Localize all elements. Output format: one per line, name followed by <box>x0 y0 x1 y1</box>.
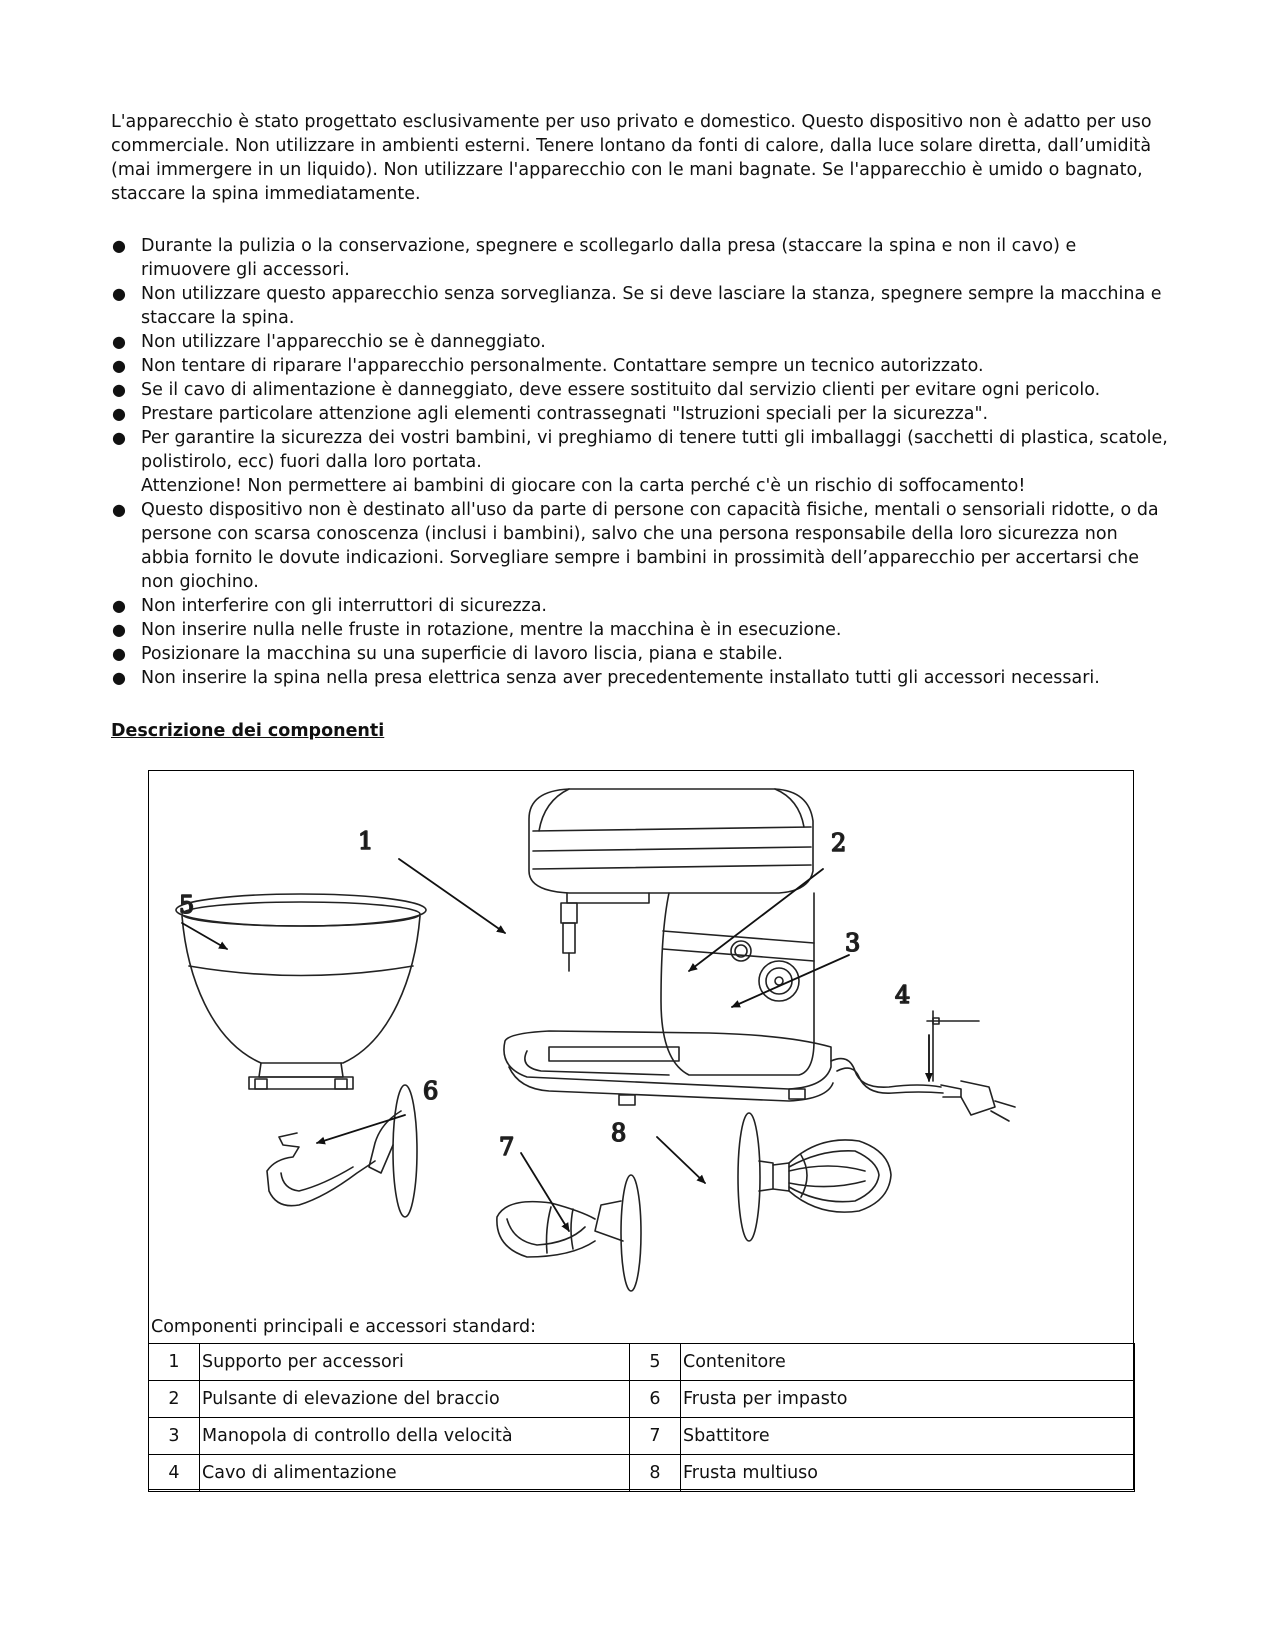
table-cell-number: 5 <box>630 1344 681 1381</box>
bullet-icon: ● <box>112 332 126 351</box>
table-cell-number: 6 <box>630 1381 681 1418</box>
table-cell-description: Sbattitore <box>681 1418 1135 1455</box>
mixer-body-drawing <box>504 789 833 1105</box>
callout-number: 2 <box>831 829 847 857</box>
power-cable-drawing <box>831 1011 1015 1121</box>
whisk-drawing <box>738 1113 891 1241</box>
table-cell-number: 1 <box>149 1344 200 1381</box>
table-row <box>149 1455 1135 1492</box>
components-figure <box>148 770 1134 1490</box>
table-cell-number: 8 <box>630 1455 681 1492</box>
flat-beater-drawing <box>497 1175 641 1291</box>
bullet-icon: ● <box>112 404 126 423</box>
table-cell-number: 2 <box>149 1381 200 1418</box>
table-cell-number: 4 <box>149 1455 200 1492</box>
list-item-text: Non utilizzare questo apparecchio senza sorveglianza. Se si deve lasciare la stanza, spegnere sempre la macchina e staccare la spina. <box>141 284 1162 328</box>
list-item <box>111 378 1171 402</box>
mixer-diagram <box>149 771 1133 1311</box>
bullet-icon: ● <box>112 644 126 663</box>
bullet-icon: ● <box>112 668 126 687</box>
list-item <box>111 330 1171 354</box>
list-item-text: Questo dispositivo non è destinato all'uso da parte di persone con capacità fisiche, mentali o sensoriali ridotte, o da persone con scarsa conoscenza (inclusi i bambini), salvo che una persona responsabile della loro sicurezza non abbia fornito le dovute indicazioni. Sorvegliare sempre i bambini in prossimità dell’apparecchio per accertarsi che non giochino. <box>141 500 1159 592</box>
callout-arrows <box>182 859 929 1231</box>
list-item-text: Non inserire la spina nella presa elettrica senza aver precedentemente installato tutti gli accessori necessari. <box>141 668 1100 688</box>
table-cell-description: Frusta per impasto <box>681 1381 1135 1418</box>
list-item-text: Per garantire la sicurezza dei vostri bambini, vi preghiamo di tenere tutti gli imballaggi (sacchetti di plastica, scatole, polistirolo, ecc) fuori dalla loro portata. <box>141 428 1168 472</box>
figure-caption: Componenti principali e accessori standard: <box>151 1317 537 1337</box>
list-item <box>111 354 1171 378</box>
list-item <box>111 594 1171 618</box>
callout-number: 8 <box>611 1119 627 1147</box>
components-table <box>148 1343 1135 1492</box>
list-item <box>111 618 1171 642</box>
callout-number: 4 <box>895 981 911 1009</box>
bullet-icon: ● <box>112 284 126 303</box>
list-item-text: Non inserire nulla nelle fruste in rotazione, mentre la macchina è in esecuzione. <box>141 620 842 640</box>
table-row <box>149 1418 1135 1455</box>
intro-paragraph: L'apparecchio è stato progettato esclusivamente per uso privato e domestico. Questo dispositivo non è adatto per uso commerciale. Non utilizzare in ambienti esterni. Tenere lontano da fonti di calore, dalla luce solare diretta, dall’umidità (mai immergere in un liquido). Non utilizzare l'apparecchio con le mani bagnate. Se l'apparecchio è umido o bagnato, staccare la spina immediatamente. <box>111 112 1152 204</box>
table-cell-number: 7 <box>630 1418 681 1455</box>
table-cell-description: Cavo di alimentazione <box>200 1455 630 1492</box>
list-item <box>111 234 1171 282</box>
list-item-text: Non interferire con gli interruttori di sicurezza. <box>141 596 547 616</box>
bullet-icon: ● <box>112 500 126 519</box>
callout-number: 5 <box>179 891 195 919</box>
table-cell-description: Frusta multiuso <box>681 1455 1135 1492</box>
table-cell-description: Contenitore <box>681 1344 1135 1381</box>
list-item-text: Non utilizzare l'apparecchio se è danneggiato. <box>141 332 546 352</box>
bullet-icon: ● <box>112 356 126 375</box>
list-item-text: Posizionare la macchina su una superficie di lavoro liscia, piana e stabile. <box>141 644 783 664</box>
list-item-text: Non tentare di riparare l'apparecchio personalmente. Contattare sempre un tecnico autorizzato. <box>141 356 984 376</box>
list-item <box>111 426 1171 498</box>
bowl-drawing <box>176 894 426 1089</box>
list-item <box>111 402 1171 426</box>
list-item-text: Prestare particolare attenzione agli elementi contrassegnati "Istruzioni speciali per la sicurezza". <box>141 404 989 424</box>
callout-number: 7 <box>499 1133 515 1161</box>
table-cell-description: Pulsante di elevazione del braccio <box>200 1381 630 1418</box>
list-item <box>111 666 1171 690</box>
bullet-icon: ● <box>112 596 126 615</box>
table-cell-number: 3 <box>149 1418 200 1455</box>
callout-number: 3 <box>845 929 861 957</box>
callout-number: 1 <box>358 827 374 855</box>
list-item <box>111 642 1171 666</box>
bullet-icon: ● <box>112 620 126 639</box>
warning-note: Attenzione! Non permettere ai bambini di giocare con la carta perché c'è un rischio di soffocamento! <box>141 476 1026 496</box>
list-item-text: Se il cavo di alimentazione è danneggiato, deve essere sostituito dal servizio clienti per evitare ogni pericolo. <box>141 380 1101 400</box>
table-cell-description: Supporto per accessori <box>200 1344 630 1381</box>
callout-number: 6 <box>423 1077 439 1105</box>
section-title: Descrizione dei componenti <box>111 721 385 741</box>
table-row <box>149 1344 1135 1381</box>
bullet-icon: ● <box>112 428 126 447</box>
bullet-icon: ● <box>112 236 126 255</box>
table-row <box>149 1381 1135 1418</box>
list-item-text: Durante la pulizia o la conservazione, spegnere e scollegarlo dalla presa (staccare la spina e non il cavo) e rimuovere gli accessori. <box>141 236 1077 280</box>
list-item <box>111 282 1171 330</box>
bullet-icon: ● <box>112 380 126 399</box>
table-cell-description: Manopola di controllo della velocità <box>200 1418 630 1455</box>
safety-list <box>111 234 1171 690</box>
dough-hook-drawing <box>267 1085 417 1217</box>
list-item <box>111 498 1171 594</box>
